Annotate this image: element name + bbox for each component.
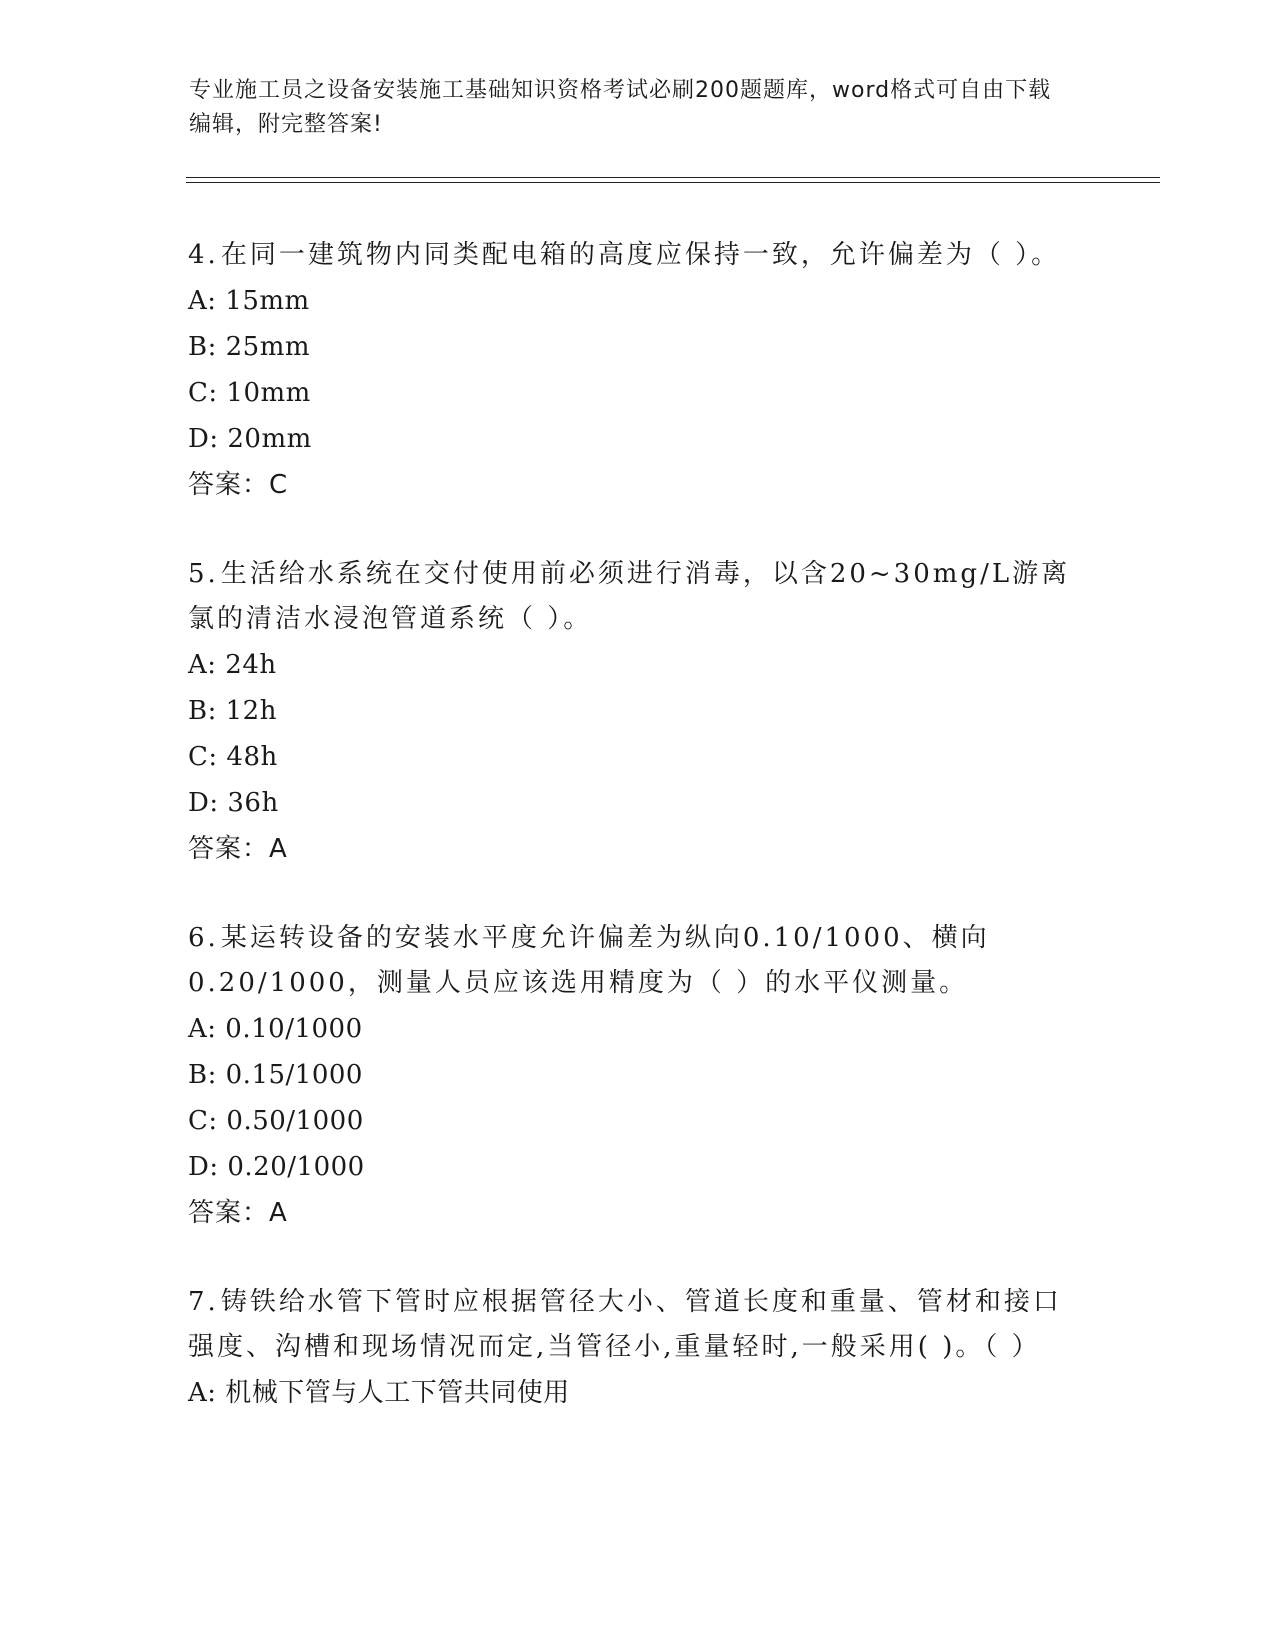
option-d: D: 20mm <box>188 424 312 454</box>
option-d: D: 36h <box>188 788 279 818</box>
option-a: A: 15mm <box>188 286 310 316</box>
question-number: 6. <box>188 923 219 953</box>
question-list <box>188 233 1078 1416</box>
question-number: 7. <box>188 1287 219 1317</box>
answer: 答案：A <box>188 834 288 864</box>
question-stem: 某运转设备的安装水平度允许偏差为纵向0.10/1000、横向0.20/1000，测量人员应该选用精度为（ ）的水平仪测量。 <box>188 923 990 998</box>
question-text <box>188 552 1078 642</box>
question-stem: 在同一建筑物内同类配电箱的高度应保持一致，允许偏差为（ ）。 <box>220 240 1061 270</box>
question-number: 5. <box>188 559 219 589</box>
option-b: B: 25mm <box>188 332 311 362</box>
question-text <box>188 233 1078 278</box>
question-number: 4. <box>188 240 219 270</box>
option-a: A: 机械下管与人工下管共同使用 <box>188 1378 570 1408</box>
question-stem: 生活给水系统在交付使用前必须进行消毒，以含20~30mg/L游离氯的清洁水浸泡管道系统（ ）。 <box>188 559 1071 634</box>
header-divider-top <box>186 177 1160 178</box>
header-text: 专业施工员之设备安装施工基础知识资格考试必刷200题题库，word格式可自由下载编辑，附完整答案! <box>189 78 1052 137</box>
option-c: C: 0.50/1000 <box>188 1106 364 1136</box>
question-stem: 铸铁给水管下管时应根据管径大小、管道长度和重量、管材和接口强度、沟槽和现场情况而定,当管径小,重量轻时,一般采用( )。（ ） <box>188 1287 1062 1362</box>
option-b: B: 12h <box>188 696 277 726</box>
option-b: B: 0.15/1000 <box>188 1060 363 1090</box>
question-4 <box>188 233 1078 508</box>
option-c: C: 48h <box>188 742 278 772</box>
question-5 <box>188 552 1078 872</box>
question-text <box>188 1280 1078 1370</box>
header-divider-bottom <box>186 182 1160 183</box>
option-a: A: 24h <box>188 650 277 680</box>
answer: 答案：C <box>188 470 289 500</box>
option-d: D: 0.20/1000 <box>188 1152 365 1182</box>
option-c: C: 10mm <box>188 378 311 408</box>
option-a: A: 0.10/1000 <box>188 1014 363 1044</box>
document-header <box>189 74 1069 142</box>
question-6 <box>188 916 1078 1236</box>
question-text <box>188 916 1078 1006</box>
answer: 答案：A <box>188 1198 288 1228</box>
question-7 <box>188 1280 1078 1416</box>
